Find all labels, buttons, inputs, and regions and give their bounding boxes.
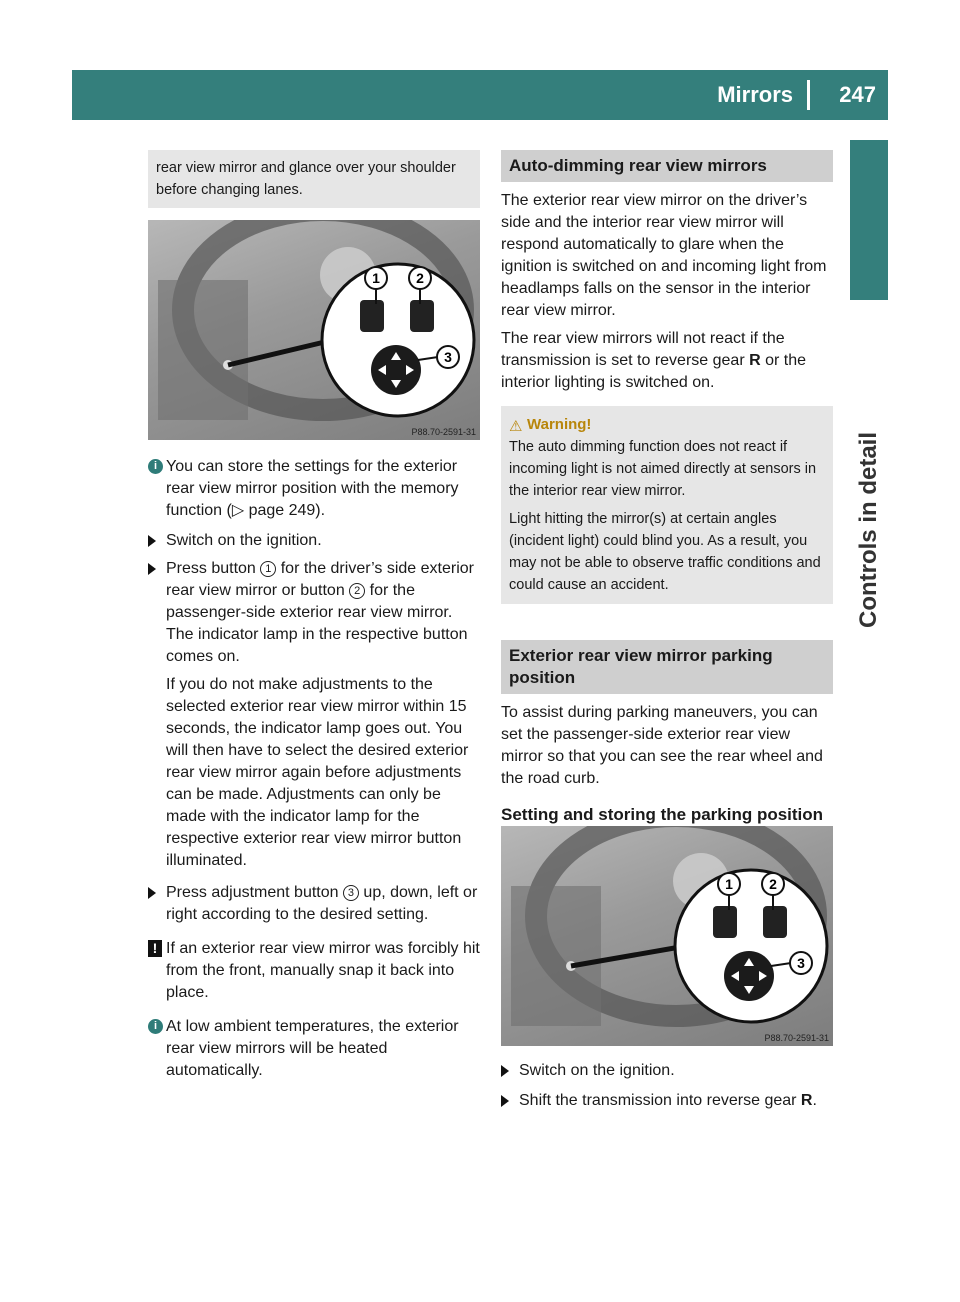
callout-ref-3: 3 <box>343 885 359 901</box>
heading-auto-dimming: Auto-dimming rear view mirrors <box>501 150 833 182</box>
right-column-steps <box>501 1060 833 1112</box>
caution-note: ! If an exterior rear view mirror was forcibly hit from the front, manually snap it back into place. <box>148 938 480 1004</box>
callout-3: 3 <box>797 955 805 971</box>
warning-triangle-icon: ⚠ <box>509 418 523 435</box>
warning-text-2: Light hitting the mirror(s) at certain angles (incident light) could blind you. As a result, you may not be able to observe traffic conditions and could cause an accident. <box>509 511 821 593</box>
callout-ref-2: 2 <box>349 583 365 599</box>
info-note-memory: i You can store the settings for the exterior rear view mirror position with the memory function (▷ page 249). <box>148 456 480 522</box>
callout-2: 2 <box>769 876 777 892</box>
left-column-text <box>148 456 480 1082</box>
callout-2: 2 <box>416 270 424 286</box>
header-bar <box>72 70 888 120</box>
mirror-controls-photo <box>148 220 480 440</box>
page-number: 247 <box>839 82 876 107</box>
step-adjust: Press adjustment button 3 up, down, left or right according to the desired setting. <box>148 882 480 926</box>
parking-controls-photo <box>501 826 833 1046</box>
callout-1: 1 <box>372 270 380 286</box>
heading-parking-position: Exterior rear view mirror parking position <box>501 640 833 694</box>
subheading-setting-storing: Setting and storing the parking position <box>501 804 833 831</box>
callout-3: 3 <box>444 349 452 365</box>
paragraph-auto-dimming: The exterior rear view mirror on the driver’s side and the interior rear view mirror will respond automatically to glare when the ignition is switched on and incoming light from headlamps falls on the sensor in the interior rear view mirror. <box>501 192 827 319</box>
warning-title: Warning! <box>527 416 592 433</box>
info-note-heating: i At low ambient temperatures, the exterior rear view mirrors will be heated automatically. <box>148 1016 480 1082</box>
photo-caption: P88.70-2591-31 <box>411 427 476 437</box>
step-arrow-icon <box>148 535 156 547</box>
info-icon: i <box>148 1019 163 1034</box>
step-switch-ignition: Switch on the ignition. <box>148 530 480 552</box>
paragraph-parking: To assist during parking maneuvers, you can set the passenger-side exterior rear view mirror so that you can see the rear wheel and the road curb. <box>501 704 823 787</box>
right-column <box>501 150 833 831</box>
chapter-tab <box>850 140 888 300</box>
step-press-button: Press button 1 for the driver’s side exterior rear view mirror or button 2 for the passenger-side exterior rear view mirror. The indicator lamp in the respective button comes on. If you do not make adjustments to the selected exterior rear view mirror within 15 seconds, the indicator lamp goes out. You will then have to select the desired exterior rear view mirror again before adjustments can be made. Adjustments can only be made with the indicator lamp for the respective exterior rear view mirror button illuminated. <box>148 558 480 872</box>
callout-1: 1 <box>725 876 733 892</box>
exclamation-icon: ! <box>148 940 162 957</box>
callout-ref-1: 1 <box>260 561 276 577</box>
mirror-controls-illustration <box>148 220 480 440</box>
step-switch-ignition: Switch on the ignition. <box>501 1060 833 1082</box>
warning-text-1: The auto dimming function does not react if incoming light is not aimed directly at sensors in the interior rear view mirror. <box>509 439 817 499</box>
paragraph-reverse: The rear view mirrors will not react if the transmission is set to reverse gear R or the interior lighting is switched on. <box>501 330 807 391</box>
step-arrow-icon <box>501 1095 509 1107</box>
section-title: Mirrors <box>717 80 810 110</box>
info-icon: i <box>148 459 163 474</box>
continued-warning-box: rear view mirror and glance over your shoulder before changing lanes. <box>148 150 480 208</box>
left-column <box>148 150 480 208</box>
step-arrow-icon <box>148 563 156 575</box>
photo-caption: P88.70-2591-31 <box>764 1033 829 1043</box>
parking-controls-illustration <box>501 826 833 1046</box>
chapter-label: Controls in detail <box>855 431 882 629</box>
step-arrow-icon <box>148 887 156 899</box>
step-reverse-gear: Shift the transmission into reverse gear R. <box>501 1090 833 1112</box>
warning-box <box>501 406 833 604</box>
step-arrow-icon <box>501 1065 509 1077</box>
